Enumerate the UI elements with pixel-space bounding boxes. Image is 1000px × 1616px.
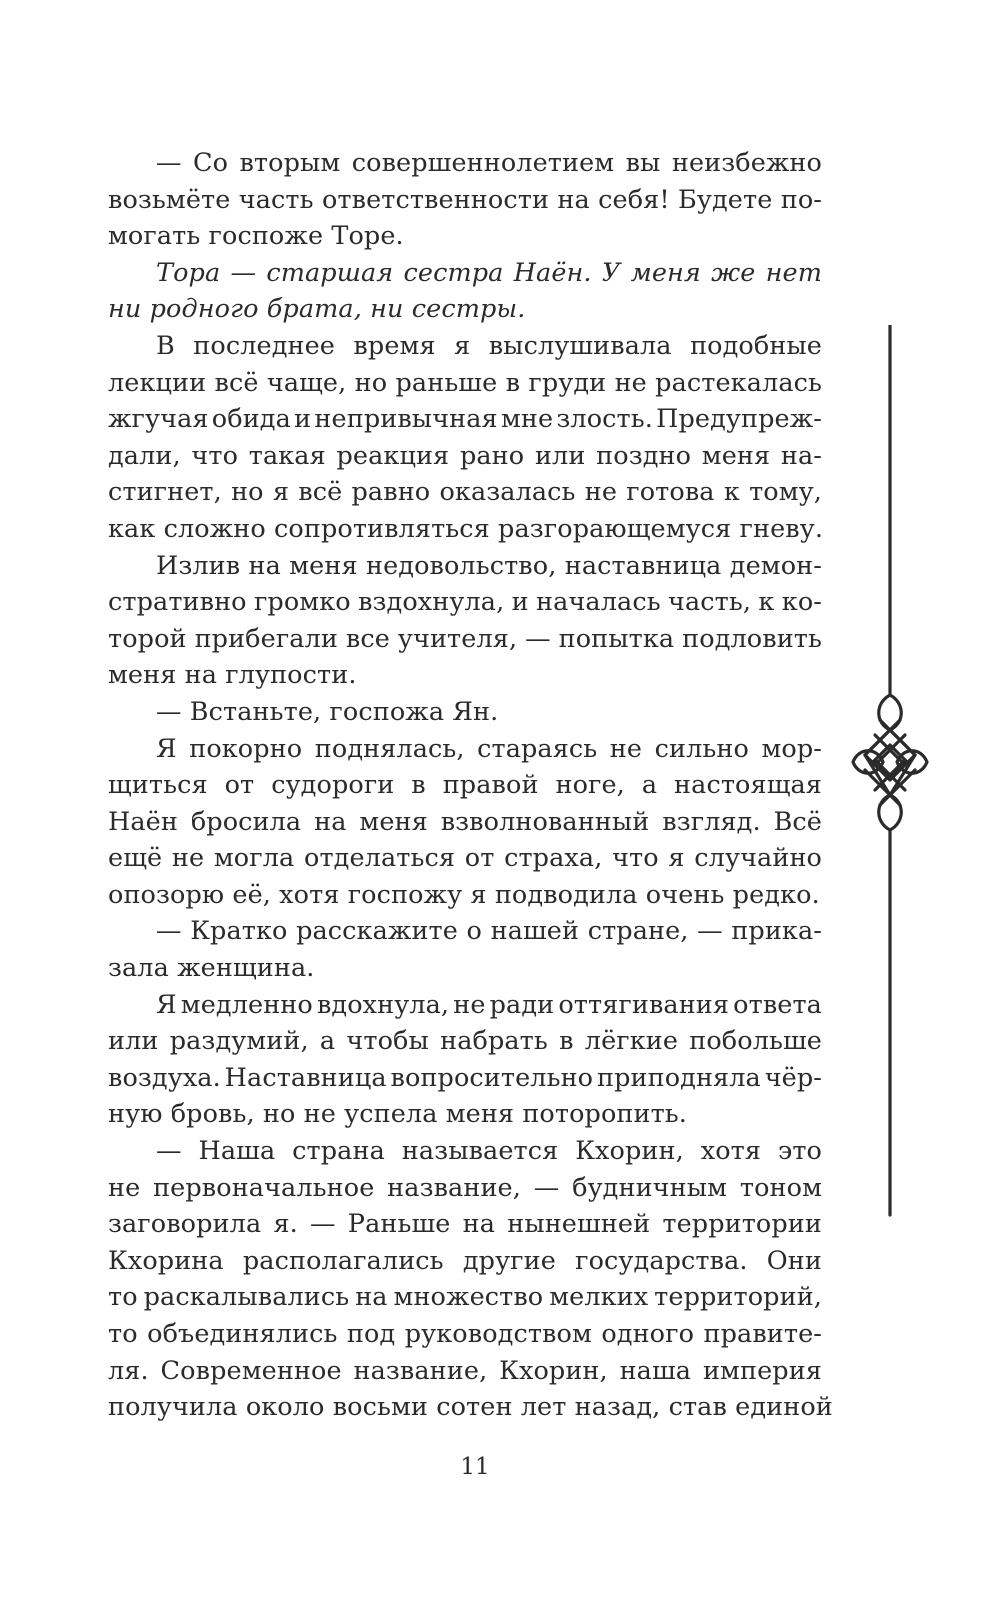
page-number: 11 [460,1454,490,1480]
text-line: то объединялись под руководством одного правите- [108,1319,822,1349]
text-line: ещё не могла отделаться от страха, что я случайно [108,843,822,874]
text-line: могать госпоже Торе. [108,221,404,252]
text-line: меня на глупости. [108,660,357,691]
text-line: ную бровь, но не успела меня поторопить. [108,1099,687,1130]
text-line: жгучая обида и непривычная мне злость. Предупреж- [108,404,822,435]
text-line: В последнее время я выслушивала подобные [156,330,822,361]
text-line: торой прибегали все учителя, — попытка подловить [108,623,822,654]
text-line: дали, что такая реакция рано или поздно меня на- [108,440,822,471]
text-line: Я медленно вдохнула, не ради оттягивания ответа [156,989,822,1020]
text-line: опозорю её, хотя госпожу я подводила очень редко. [108,879,820,910]
text-line: щиться от судороги в правой ноге, а настоящая [108,770,822,801]
text-line: заговорила я. — Раньше на нынешней территории [108,1209,822,1240]
text-line: Тора — старшая сестра Наён. У меня же нет [156,257,822,288]
text-line: то раскалывались на множество мелких территорий, [108,1282,822,1313]
text-line: — Со вторым совершеннолетием вы неизбежно [156,148,822,178]
text-line: получила около восьми сотен лет назад, став единой [108,1392,833,1423]
text-line: возьмёте часть ответственности на себя! Будете по- [108,184,822,215]
text-line: — Встаньте, госпожа Ян. [156,696,499,727]
endless-knot-icon [845,325,935,1245]
text-line: или раздумий, а чтобы набрать в лёгкие побольше [108,1026,822,1057]
text-line: зала женщина. [108,953,315,984]
text-line: ни родного брата, ни сестры. [108,294,526,325]
text-line: Наён бросила на меня взволнованный взгляд. Всё [108,806,822,837]
text-line: Кхорина располагались другие государства. Они [108,1245,822,1276]
text-line: — Кратко расскажите о нашей стране, — прика- [156,916,822,947]
text-line: лекции всё чаще, но раньше в груди не растекалась [108,367,822,398]
body-text [108,145,833,1426]
text-line: не первоначальное название, — будничным тоном [108,1172,822,1203]
text-line: стративно громко вздохнула, и началась часть, к ко- [108,587,822,618]
text-line: стигнет, но я всё равно оказалась не готова к тому, [108,477,822,508]
text-line: Излив на меня недовольство, наставница демон- [156,550,822,581]
text-line: как сложно сопротивляться разгорающемуся гневу. [108,513,824,544]
text-line: ля. Современное название, Кхорин, наша империя [108,1355,822,1386]
text-line: — Наша страна называется Кхорин, хотя это [156,1136,822,1167]
text-line: воздуха. Наставница вопросительно приподняла чёр- [108,1062,822,1093]
text-line: Я покорно поднялась, стараясь не сильно мор- [156,733,822,764]
